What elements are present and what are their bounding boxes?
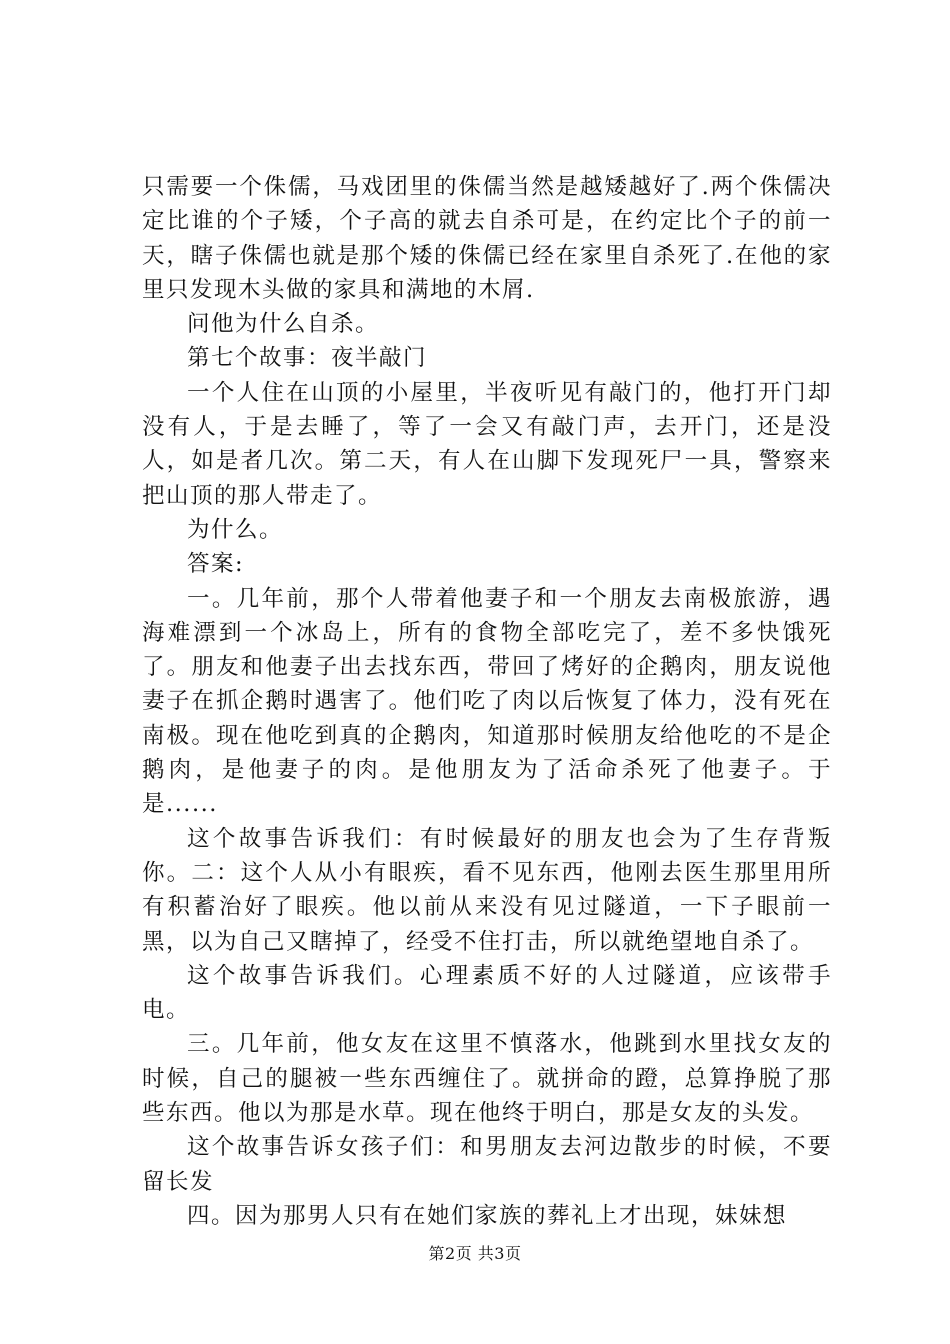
paragraph-moral-two: 这个故事告诉我们。心理素质不好的人过隧道，应该带手电。 bbox=[142, 962, 832, 1024]
paragraph-answer-one: 一。几年前，那个人带着他妻子和一个朋友去南极旅游，遇海难漂到一个冰岛上，所有的食物全部吃完了，差不多快饿死了。朋友和他妻子出去找东西，带回了烤好的企鹅肉，朋友说他妻子在抓企鹅时遇害了。他们吃了肉以后恢复了体力，没有死在南极。现在他吃到真的企鹅肉，知道那时候朋友给他吃的不是企鹅肉，是他妻子的肉。是他朋友为了活命杀死了他妻子。于是...... bbox=[142, 585, 832, 818]
paragraph-moral-three: 这个故事告诉女孩子们：和男朋友去河边散步的时候，不要留长发 bbox=[142, 1134, 832, 1195]
paragraph-story-seven-title: 第七个故事：夜半敲门 bbox=[187, 345, 428, 372]
paragraph-question-why-suicide: 问他为什么自杀。 bbox=[187, 311, 380, 338]
paragraph-story-seven-body: 一个人住在山顶的小屋里，半夜听见有敲门的，他打开门却没有人，于是去睡了，等了一会又有敲门声，去开门，还是没人，如是者几次。第二天，有人在山脚下发现死尸一具，警察来把山顶的那人带走了。 bbox=[142, 379, 832, 509]
paragraph-answers-heading: 答案: bbox=[187, 551, 245, 578]
document-body bbox=[142, 170, 832, 1233]
paragraph-dwarf-story-end: 只需要一个侏儒，马戏团里的侏儒当然是越矮越好了.两个侏儒决定比谁的个子矮，个子高的就去自杀可是，在约定比个子的前一天，瞎子侏儒也就是那个矮的侏儒已经在家里自杀死了.在他的家里只发现木头做的家具和满地的木屑. bbox=[142, 174, 832, 303]
paragraph-moral-one-answer-two: 这个故事告诉我们：有时候最好的朋友也会为了生存背叛你。二：这个人从小有眼疾，看不见东西，他刚去医生那里用所有积蓄治好了眼疾。他以前从来没有见过隧道，一下子眼前一黑，以为自己又瞎掉了，经受不住打击，所以就绝望地自杀了。 bbox=[142, 825, 832, 955]
paragraph-question-why: 为什么。 bbox=[187, 516, 284, 543]
paragraph-answer-four: 四。因为那男人只有在她们家族的葬礼上才出现，妹妹想 bbox=[187, 1202, 788, 1229]
page-number-footer: 第2页 共3页 bbox=[428, 1244, 522, 1263]
paragraph-answer-three: 三。几年前，他女友在这里不慎落水，他跳到水里找女友的时候，自己的腿被一些东西缠住了。就拼命的蹬，总算挣脱了那些东西。他以为那是水草。现在他终于明白，那是女友的头发。 bbox=[142, 1031, 832, 1127]
